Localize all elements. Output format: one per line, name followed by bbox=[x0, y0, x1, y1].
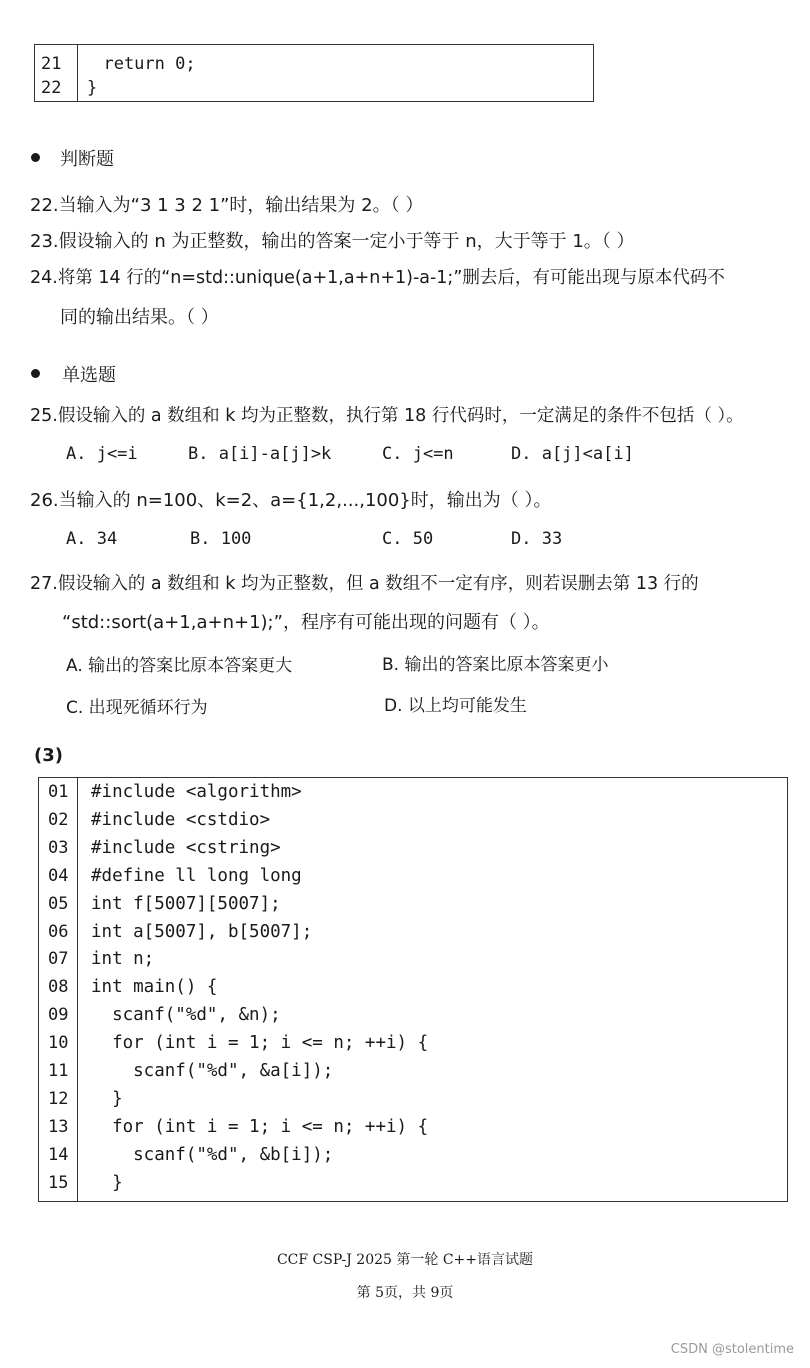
option-27-b: B. 输出的答案比原本答案更小 bbox=[382, 655, 609, 675]
code-block-main bbox=[38, 777, 788, 1202]
line-number: 08 bbox=[48, 977, 69, 998]
code-line: scanf("%d", &n); bbox=[91, 1005, 281, 1026]
option-26-b: B. 100 bbox=[190, 529, 252, 549]
line-number: 12 bbox=[48, 1088, 69, 1109]
question-25: 25.假设输入的 a 数组和 k 均为正整数，执行第 18 行代码时，一定满足的条件不包括（ ）。 bbox=[30, 406, 744, 426]
exam-title-footer: CCF CSP-J 2025 第一轮 C++语言试题 bbox=[276, 1252, 534, 1268]
line-number: 09 bbox=[48, 1005, 69, 1026]
line-number: 03 bbox=[48, 837, 69, 858]
line-number: 05 bbox=[48, 893, 69, 914]
code-line: #include <cstdio> bbox=[91, 809, 271, 830]
code-fragment-top bbox=[34, 44, 594, 102]
code-line: int a[5007], b[5007]; bbox=[91, 921, 313, 942]
question-27-line1: 27.假设输入的 a 数组和 k 均为正整数，但 a 数组不一定有序，则若误删去第 13 行的 bbox=[30, 574, 699, 594]
line-number: 21 bbox=[41, 54, 62, 74]
bullet-icon bbox=[31, 369, 40, 378]
code-line: } bbox=[87, 78, 98, 98]
line-number: 13 bbox=[48, 1116, 69, 1137]
part-label: (3) bbox=[34, 745, 63, 766]
line-number: 06 bbox=[48, 921, 69, 942]
code-line: for (int i = 1; i <= n; ++i) { bbox=[91, 1033, 429, 1054]
section-heading-multiple-choice: 单选题 bbox=[62, 365, 116, 386]
option-27-d: D. 以上均可能发生 bbox=[384, 696, 527, 716]
option-25-b: B. a[i]-a[j]>k bbox=[188, 444, 332, 464]
line-number: 10 bbox=[48, 1033, 69, 1054]
code-line: for (int i = 1; i <= n; ++i) { bbox=[91, 1116, 429, 1137]
question-22: 22.当输入为“3 1 3 2 1”时，输出结果为 2。（ ） bbox=[30, 195, 424, 216]
question-24-line2: 同的输出结果。（ ） bbox=[60, 307, 219, 328]
option-25-d: D. a[j]<a[i] bbox=[511, 444, 634, 464]
option-25-a: A. j<=i bbox=[66, 444, 138, 464]
option-25-c: C. j<=n bbox=[382, 444, 454, 464]
question-27-line2: “std::sort(a+1,a+n+1);”，程序有可能出现的问题有（ ）。 bbox=[62, 612, 550, 633]
code-line: } bbox=[91, 1172, 123, 1193]
line-number: 04 bbox=[48, 865, 69, 886]
question-24-line1: 24.将第 14 行的“n=std::unique(a+1,a+n+1)-a-1;”删去后，有可能出现与原本代码不 bbox=[30, 268, 725, 288]
code-line: int f[5007][5007]; bbox=[91, 893, 281, 914]
option-26-a: A. 34 bbox=[66, 529, 118, 549]
code-line: int main() { bbox=[91, 977, 218, 998]
code-line: #include <algorithm> bbox=[91, 782, 302, 802]
line-number: 07 bbox=[48, 949, 69, 970]
line-number: 14 bbox=[48, 1144, 69, 1165]
line-number: 22 bbox=[41, 78, 62, 98]
code-line: scanf("%d", &a[i]); bbox=[91, 1061, 334, 1081]
code-line: int n; bbox=[91, 949, 155, 970]
code-line: } bbox=[91, 1088, 123, 1109]
option-27-a: A. 输出的答案比原本答案更大 bbox=[66, 656, 293, 676]
line-number: 01 bbox=[48, 782, 69, 802]
code-line: return 0; bbox=[83, 54, 196, 74]
option-26-c: C. 50 bbox=[382, 529, 434, 549]
option-26-d: D. 33 bbox=[511, 529, 563, 549]
section-heading-true-false: 判断题 bbox=[60, 149, 114, 170]
code-line: #include <cstring> bbox=[91, 837, 281, 858]
question-23: 23.假设输入的 n 为正整数，输出的答案一定小于等于 n，大于等于 1。（ ） bbox=[30, 231, 635, 252]
question-26: 26.当输入的 n=100、k=2、a={1,2,...,100}时，输出为（ ）。 bbox=[30, 490, 552, 511]
csdn-watermark: CSDN @stolentime bbox=[670, 1342, 794, 1357]
page-number-footer: 第 5页，共 9页 bbox=[356, 1285, 454, 1301]
code-line: #define ll long long bbox=[91, 865, 302, 886]
code-line: scanf("%d", &b[i]); bbox=[91, 1144, 334, 1165]
line-number: 15 bbox=[48, 1172, 69, 1193]
bullet-icon bbox=[31, 153, 40, 162]
line-number: 02 bbox=[48, 809, 69, 830]
line-number: 11 bbox=[48, 1061, 69, 1081]
option-27-c: C. 出现死循环行为 bbox=[66, 698, 208, 718]
